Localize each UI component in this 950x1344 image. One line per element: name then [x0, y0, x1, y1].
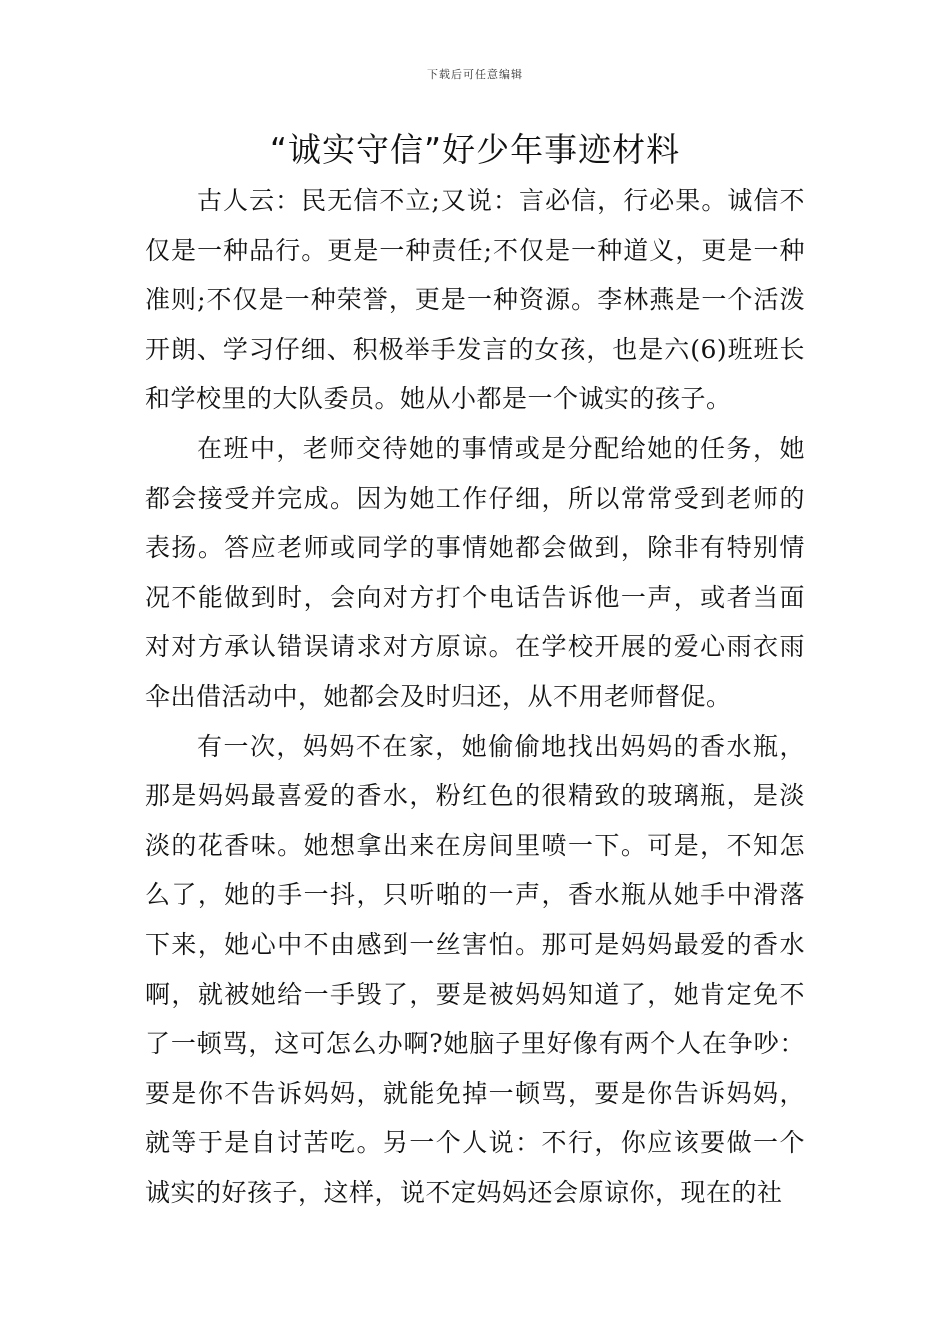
paragraph-1: 古人云：民无信不立;又说：言必信，行必果。诚信不仅是一种品行。更是一种责任;不仅是一种道义，更是一种准则;不仅是一种荣誉，更是一种资源。李林燕是一个活泼开朗、学习仔细、积极举手发言的女孩，也是六(6)班班长和学校里的大队委员。她从小都是一个诚实的孩子。 — [145, 186, 805, 414]
header-note: 下载后可任意编辑 — [427, 68, 523, 81]
document-title: “诚实守信”好少年事迹材料 — [269, 130, 681, 169]
paragraph-2: 在班中，老师交待她的事情或是分配给她的任务，她都会接受并完成。因为她工作仔细，所以常常受到老师的表扬。答应老师或同学的事情她都会做到，除非有特别情况不能做到时，会向对方打个电话告诉他一声，或者当面对对方承认错误请求对方原谅。在学校开展的爱心雨衣雨伞出借活动中，她都会及时归还，从不用老师督促。 — [145, 433, 805, 711]
paragraph-3: 有一次，妈妈不在家，她偷偷地找出妈妈的香水瓶，那是妈妈最喜爱的香水，粉红色的很精致的玻璃瓶，是淡淡的花香味。她想拿出来在房间里喷一下。可是，不知怎么了，她的手一抖，只听啪的一声，香水瓶从她手中滑落下来，她心中不由感到一丝害怕。那可是妈妈最爱的香水啊，就被她给一手毁了，要是被妈妈知道了，她肯定免不了一顿骂，这可怎么办啊?她脑子里好像有两个人在争吵：要是你不告诉妈妈，就能免掉一顿骂，要是你告诉妈妈，就等于是自讨苦吃。另一个人说：不行，你应该要做一个诚实的好孩子，这样，说不定妈妈还会原谅你，现在的社 — [145, 731, 805, 1207]
document-body — [145, 176, 805, 1217]
